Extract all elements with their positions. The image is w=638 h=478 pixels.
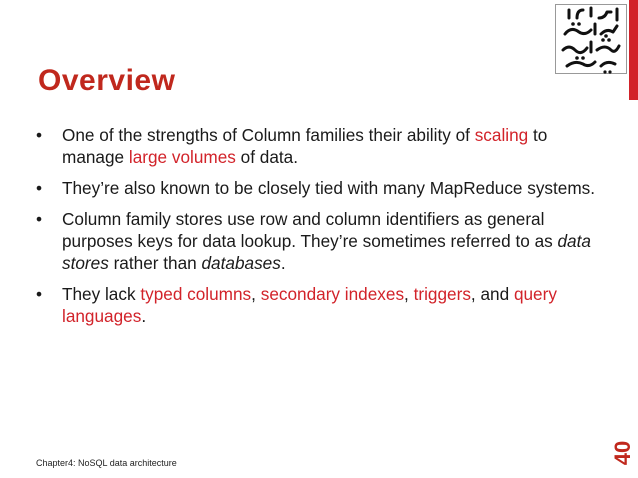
bullet-marker: • (36, 284, 43, 304)
slide-title: Overview (38, 64, 176, 97)
bullet-text: They lack typed columns, secondary indexes, triggers, and query languages. (62, 284, 557, 326)
page-number: 40 (610, 440, 635, 466)
bullet-item (36, 124, 596, 168)
bullet-list (36, 124, 596, 336)
bullet-text: Column family stores use row and column identifiers as general purposes keys for data lookup. They’re sometimes referred to as data stores rather than databases. (62, 209, 591, 273)
university-logo-icon (555, 4, 627, 74)
bullet-marker: • (36, 209, 43, 229)
bullet-marker: • (36, 178, 43, 198)
bullet-item (36, 177, 596, 199)
bullet-item (36, 208, 596, 274)
bullet-text: One of the strengths of Column families their ability of scaling to manage large volumes of data. (62, 125, 548, 167)
bullet-item (36, 283, 596, 327)
slide-footer: Chapter4: NoSQL data architecture (36, 458, 177, 468)
accent-bar (629, 0, 638, 100)
bullet-text: They’re also known to be closely tied with many MapReduce systems. (62, 178, 596, 198)
bullet-marker: • (36, 125, 43, 145)
